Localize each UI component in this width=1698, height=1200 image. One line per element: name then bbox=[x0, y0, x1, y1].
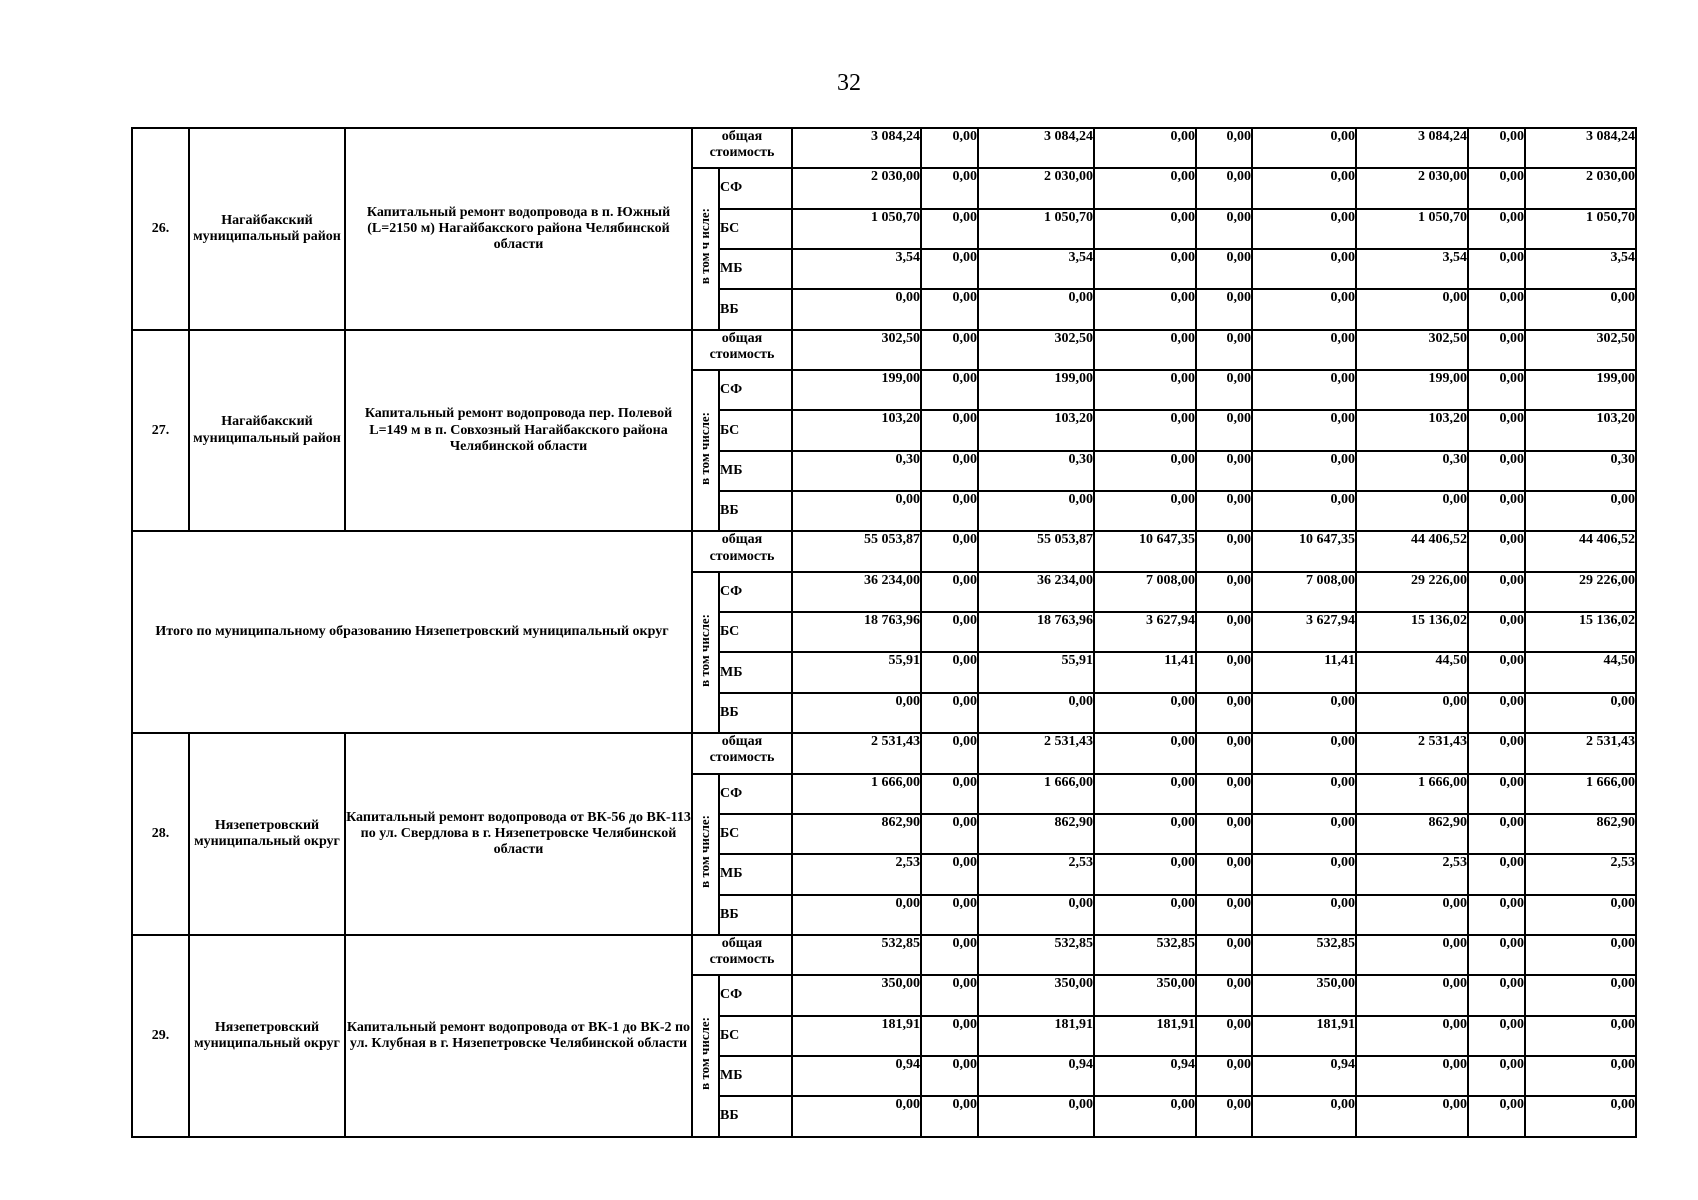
value-cell: 302,50 bbox=[792, 330, 921, 370]
value-cell: 3,54 bbox=[792, 249, 921, 289]
value-cell: 0,30 bbox=[978, 451, 1094, 491]
value-cell: 55 053,87 bbox=[792, 531, 921, 571]
value-cell: 0,00 bbox=[1525, 1056, 1636, 1096]
value-cell: 1 050,70 bbox=[978, 209, 1094, 249]
value-cell: 1 050,70 bbox=[792, 209, 921, 249]
value-cell: 181,91 bbox=[1252, 1016, 1356, 1056]
fund-label: СФ bbox=[719, 370, 792, 410]
fund-label: ВБ bbox=[719, 895, 792, 935]
municipality-cell: Нагайбакский муниципальный район bbox=[189, 128, 345, 330]
value-cell: 0,00 bbox=[1252, 128, 1356, 168]
value-cell: 2 030,00 bbox=[978, 168, 1094, 208]
value-cell: 15 136,02 bbox=[1525, 612, 1636, 652]
value-cell: 2,53 bbox=[792, 854, 921, 894]
total-cost-label: общая стоимость bbox=[692, 330, 792, 370]
in-that-number-label: в том числе: bbox=[697, 613, 713, 687]
fund-label: БС bbox=[719, 612, 792, 652]
value-cell: 0,00 bbox=[1468, 249, 1525, 289]
value-cell: 0,00 bbox=[1196, 854, 1252, 894]
value-cell: 0,00 bbox=[1196, 531, 1252, 571]
value-cell: 2 030,00 bbox=[792, 168, 921, 208]
value-cell: 0,00 bbox=[921, 774, 978, 814]
value-cell: 0,00 bbox=[792, 1096, 921, 1136]
value-cell: 2,53 bbox=[1525, 854, 1636, 894]
value-cell: 0,00 bbox=[1094, 249, 1196, 289]
table-row bbox=[132, 330, 1636, 370]
value-cell: 0,00 bbox=[978, 895, 1094, 935]
value-cell: 10 647,35 bbox=[1252, 531, 1356, 571]
value-cell: 0,00 bbox=[1468, 168, 1525, 208]
value-cell: 0,00 bbox=[921, 410, 978, 450]
value-cell: 18 763,96 bbox=[978, 612, 1094, 652]
value-cell: 0,00 bbox=[1094, 693, 1196, 733]
value-cell: 0,00 bbox=[921, 330, 978, 370]
in-that-number-cell bbox=[692, 572, 719, 733]
row-number: 27. bbox=[132, 330, 189, 532]
value-cell: 0,00 bbox=[921, 1056, 978, 1096]
value-cell: 181,91 bbox=[792, 1016, 921, 1056]
value-cell: 0,00 bbox=[792, 289, 921, 329]
value-cell: 0,00 bbox=[1094, 733, 1196, 773]
value-cell: 199,00 bbox=[1356, 370, 1468, 410]
value-cell: 862,90 bbox=[1525, 814, 1636, 854]
value-cell: 0,00 bbox=[921, 814, 978, 854]
row-number: 29. bbox=[132, 935, 189, 1137]
value-cell: 7 008,00 bbox=[1252, 572, 1356, 612]
value-cell: 36 234,00 bbox=[792, 572, 921, 612]
value-cell: 0,00 bbox=[1196, 410, 1252, 450]
value-cell: 0,00 bbox=[1094, 451, 1196, 491]
value-cell: 0,00 bbox=[1196, 289, 1252, 329]
value-cell: 0,00 bbox=[1196, 128, 1252, 168]
value-cell: 0,00 bbox=[1525, 935, 1636, 975]
value-cell: 0,00 bbox=[1252, 491, 1356, 531]
value-cell: 0,00 bbox=[1252, 451, 1356, 491]
value-cell: 181,91 bbox=[978, 1016, 1094, 1056]
value-cell: 0,00 bbox=[1356, 975, 1468, 1015]
fund-label: БС bbox=[719, 1016, 792, 1056]
object-cell: Капитальный ремонт водопровода в п. Южный (L=2150 м) Нагайбакского района Челябинской области bbox=[345, 128, 692, 330]
value-cell: 0,00 bbox=[1356, 895, 1468, 935]
value-cell: 0,00 bbox=[921, 451, 978, 491]
value-cell: 0,00 bbox=[1252, 330, 1356, 370]
value-cell: 3 627,94 bbox=[1094, 612, 1196, 652]
value-cell: 15 136,02 bbox=[1356, 612, 1468, 652]
value-cell: 0,00 bbox=[1196, 572, 1252, 612]
value-cell: 0,00 bbox=[1468, 410, 1525, 450]
value-cell: 0,94 bbox=[978, 1056, 1094, 1096]
value-cell: 0,00 bbox=[1196, 1016, 1252, 1056]
value-cell: 0,00 bbox=[1468, 693, 1525, 733]
value-cell: 0,00 bbox=[921, 895, 978, 935]
value-cell: 0,00 bbox=[1252, 209, 1356, 249]
fund-label: СФ bbox=[719, 168, 792, 208]
object-cell: Капитальный ремонт водопровода пер. Полевой L=149 м в п. Совхозный Нагайбакского района Челябинской области bbox=[345, 330, 692, 532]
value-cell: 0,00 bbox=[1196, 209, 1252, 249]
value-cell: 0,00 bbox=[978, 1096, 1094, 1136]
fund-label: БС bbox=[719, 814, 792, 854]
value-cell: 0,00 bbox=[1468, 451, 1525, 491]
total-label-cell: Итого по муниципальному образованию Нязепетровский муниципальный округ bbox=[132, 531, 692, 733]
value-cell: 0,00 bbox=[921, 733, 978, 773]
value-cell: 0,00 bbox=[1094, 168, 1196, 208]
value-cell: 0,00 bbox=[921, 289, 978, 329]
value-cell: 0,00 bbox=[921, 531, 978, 571]
value-cell: 2,53 bbox=[978, 854, 1094, 894]
page-number: 32 bbox=[837, 70, 861, 96]
value-cell: 199,00 bbox=[792, 370, 921, 410]
value-cell: 44 406,52 bbox=[1525, 531, 1636, 571]
value-cell: 0,00 bbox=[1094, 370, 1196, 410]
value-cell: 0,00 bbox=[1252, 693, 1356, 733]
table-row bbox=[132, 935, 1636, 975]
value-cell: 0,00 bbox=[1094, 330, 1196, 370]
value-cell: 0,00 bbox=[1196, 895, 1252, 935]
municipality-cell: Нязепетровский муниципальный округ bbox=[189, 733, 345, 935]
value-cell: 862,90 bbox=[978, 814, 1094, 854]
total-cost-label: общая стоимость bbox=[692, 531, 792, 571]
value-cell: 1 050,70 bbox=[1356, 209, 1468, 249]
value-cell: 0,00 bbox=[1468, 330, 1525, 370]
value-cell: 0,00 bbox=[1468, 1096, 1525, 1136]
value-cell: 3,54 bbox=[1356, 249, 1468, 289]
value-cell: 3 084,24 bbox=[1525, 128, 1636, 168]
value-cell: 532,85 bbox=[1094, 935, 1196, 975]
value-cell: 103,20 bbox=[1525, 410, 1636, 450]
value-cell: 0,00 bbox=[1252, 249, 1356, 289]
fund-label: БС bbox=[719, 410, 792, 450]
value-cell: 0,00 bbox=[921, 975, 978, 1015]
budget-table bbox=[131, 127, 1637, 1138]
table-row bbox=[132, 531, 1636, 571]
value-cell: 0,00 bbox=[1196, 1056, 1252, 1096]
value-cell: 532,85 bbox=[1252, 935, 1356, 975]
value-cell: 0,00 bbox=[1196, 733, 1252, 773]
fund-label: МБ bbox=[719, 249, 792, 289]
value-cell: 0,00 bbox=[1252, 410, 1356, 450]
value-cell: 0,00 bbox=[1196, 330, 1252, 370]
value-cell: 0,00 bbox=[1252, 1096, 1356, 1136]
value-cell: 0,00 bbox=[1252, 774, 1356, 814]
total-cost-label: общая стоимость bbox=[692, 733, 792, 773]
value-cell: 3 627,94 bbox=[1252, 612, 1356, 652]
value-cell: 0,00 bbox=[1468, 370, 1525, 410]
total-cost-label: общая стоимость bbox=[692, 128, 792, 168]
value-cell: 0,00 bbox=[1356, 1056, 1468, 1096]
value-cell: 0,00 bbox=[1356, 935, 1468, 975]
value-cell: 0,00 bbox=[1356, 491, 1468, 531]
value-cell: 0,00 bbox=[1196, 370, 1252, 410]
value-cell: 350,00 bbox=[1094, 975, 1196, 1015]
in-that-number-label: в том числе: bbox=[697, 1016, 713, 1090]
value-cell: 0,00 bbox=[1196, 1096, 1252, 1136]
value-cell: 3 084,24 bbox=[1356, 128, 1468, 168]
row-number: 28. bbox=[132, 733, 189, 935]
value-cell: 0,00 bbox=[921, 168, 978, 208]
value-cell: 0,00 bbox=[1196, 975, 1252, 1015]
value-cell: 0,30 bbox=[792, 451, 921, 491]
value-cell: 7 008,00 bbox=[1094, 572, 1196, 612]
value-cell: 0,00 bbox=[1196, 491, 1252, 531]
fund-label: МБ bbox=[719, 1056, 792, 1096]
value-cell: 0,00 bbox=[1196, 774, 1252, 814]
value-cell: 0,00 bbox=[1196, 814, 1252, 854]
fund-label: ВБ bbox=[719, 693, 792, 733]
value-cell: 0,00 bbox=[1196, 693, 1252, 733]
value-cell: 0,00 bbox=[1468, 854, 1525, 894]
value-cell: 2 030,00 bbox=[1356, 168, 1468, 208]
value-cell: 44,50 bbox=[1525, 652, 1636, 692]
value-cell: 0,00 bbox=[978, 491, 1094, 531]
value-cell: 29 226,00 bbox=[1525, 572, 1636, 612]
value-cell: 0,00 bbox=[921, 1096, 978, 1136]
value-cell: 2 531,43 bbox=[792, 733, 921, 773]
value-cell: 0,00 bbox=[1094, 491, 1196, 531]
value-cell: 3 084,24 bbox=[978, 128, 1094, 168]
value-cell: 29 226,00 bbox=[1356, 572, 1468, 612]
value-cell: 44,50 bbox=[1356, 652, 1468, 692]
value-cell: 0,00 bbox=[1094, 128, 1196, 168]
value-cell: 0,00 bbox=[921, 854, 978, 894]
value-cell: 0,00 bbox=[1196, 451, 1252, 491]
value-cell: 0,00 bbox=[1094, 410, 1196, 450]
value-cell: 2 531,43 bbox=[978, 733, 1094, 773]
fund-label: СФ bbox=[719, 774, 792, 814]
fund-label: ВБ bbox=[719, 1096, 792, 1136]
value-cell: 0,00 bbox=[921, 652, 978, 692]
value-cell: 0,00 bbox=[1525, 1016, 1636, 1056]
value-cell: 0,00 bbox=[1468, 975, 1525, 1015]
value-cell: 18 763,96 bbox=[792, 612, 921, 652]
value-cell: 0,00 bbox=[1468, 895, 1525, 935]
value-cell: 0,00 bbox=[1196, 935, 1252, 975]
value-cell: 11,41 bbox=[1252, 652, 1356, 692]
value-cell: 103,20 bbox=[792, 410, 921, 450]
value-cell: 0,00 bbox=[1094, 289, 1196, 329]
in-that-number-cell bbox=[692, 370, 719, 531]
value-cell: 0,94 bbox=[1252, 1056, 1356, 1096]
object-cell: Капитальный ремонт водопровода от ВК-56 до ВК-113 по ул. Свердлова в г. Нязепетровске Челябинской области bbox=[345, 733, 692, 935]
value-cell: 862,90 bbox=[1356, 814, 1468, 854]
value-cell: 0,00 bbox=[1468, 572, 1525, 612]
value-cell: 0,00 bbox=[1525, 895, 1636, 935]
value-cell: 0,00 bbox=[1094, 1096, 1196, 1136]
value-cell: 0,00 bbox=[921, 1016, 978, 1056]
value-cell: 3,54 bbox=[978, 249, 1094, 289]
fund-label: МБ bbox=[719, 652, 792, 692]
municipality-cell: Нагайбакский муниципальный район bbox=[189, 330, 345, 532]
value-cell: 0,00 bbox=[1468, 774, 1525, 814]
value-cell: 0,00 bbox=[1356, 693, 1468, 733]
fund-label: СФ bbox=[719, 975, 792, 1015]
value-cell: 10 647,35 bbox=[1094, 531, 1196, 571]
value-cell: 0,00 bbox=[921, 128, 978, 168]
value-cell: 0,00 bbox=[1196, 168, 1252, 208]
value-cell: 0,00 bbox=[1468, 1056, 1525, 1096]
value-cell: 0,30 bbox=[1525, 451, 1636, 491]
value-cell: 2,53 bbox=[1356, 854, 1468, 894]
value-cell: 0,00 bbox=[1468, 733, 1525, 773]
value-cell: 3,54 bbox=[1525, 249, 1636, 289]
fund-label: ВБ bbox=[719, 491, 792, 531]
value-cell: 0,00 bbox=[1196, 249, 1252, 289]
value-cell: 0,00 bbox=[921, 209, 978, 249]
table-row bbox=[132, 128, 1636, 168]
value-cell: 0,00 bbox=[1468, 289, 1525, 329]
value-cell: 0,00 bbox=[921, 572, 978, 612]
value-cell: 0,00 bbox=[1525, 491, 1636, 531]
value-cell: 1 666,00 bbox=[1356, 774, 1468, 814]
in-that-number-label: в том числе: bbox=[697, 411, 713, 485]
value-cell: 0,00 bbox=[1356, 1096, 1468, 1136]
value-cell: 0,00 bbox=[1252, 289, 1356, 329]
value-cell: 3 084,24 bbox=[792, 128, 921, 168]
fund-label: БС bbox=[719, 209, 792, 249]
in-that-number-cell bbox=[692, 168, 719, 329]
value-cell: 350,00 bbox=[978, 975, 1094, 1015]
in-that-number-label: в том числе: bbox=[697, 815, 713, 889]
value-cell: 0,00 bbox=[1252, 814, 1356, 854]
value-cell: 0,00 bbox=[921, 612, 978, 652]
value-cell: 0,00 bbox=[1468, 491, 1525, 531]
value-cell: 0,00 bbox=[1252, 168, 1356, 208]
value-cell: 55,91 bbox=[792, 652, 921, 692]
fund-label: СФ bbox=[719, 572, 792, 612]
value-cell: 103,20 bbox=[1356, 410, 1468, 450]
value-cell: 0,00 bbox=[1252, 733, 1356, 773]
value-cell: 199,00 bbox=[1525, 370, 1636, 410]
value-cell: 0,00 bbox=[1356, 1016, 1468, 1056]
table-body bbox=[132, 128, 1636, 1137]
value-cell: 0,94 bbox=[1094, 1056, 1196, 1096]
value-cell: 0,00 bbox=[921, 249, 978, 289]
value-cell: 0,00 bbox=[978, 693, 1094, 733]
value-cell: 0,00 bbox=[1525, 1096, 1636, 1136]
value-cell: 199,00 bbox=[978, 370, 1094, 410]
value-cell: 0,00 bbox=[921, 370, 978, 410]
object-cell: Капитальный ремонт водопровода от ВК-1 до ВК-2 по ул. Клубная в г. Нязепетровске Челябинской области bbox=[345, 935, 692, 1137]
value-cell: 44 406,52 bbox=[1356, 531, 1468, 571]
value-cell: 0,00 bbox=[1468, 814, 1525, 854]
value-cell: 1 050,70 bbox=[1525, 209, 1636, 249]
value-cell: 0,00 bbox=[1468, 209, 1525, 249]
value-cell: 0,00 bbox=[1468, 935, 1525, 975]
municipality-cell: Нязепетровский муниципальный округ bbox=[189, 935, 345, 1137]
value-cell: 350,00 bbox=[1252, 975, 1356, 1015]
value-cell: 181,91 bbox=[1094, 1016, 1196, 1056]
value-cell: 0,00 bbox=[1252, 854, 1356, 894]
value-cell: 1 666,00 bbox=[978, 774, 1094, 814]
value-cell: 302,50 bbox=[978, 330, 1094, 370]
value-cell: 0,00 bbox=[792, 693, 921, 733]
fund-label: ВБ bbox=[719, 289, 792, 329]
fund-label: МБ bbox=[719, 854, 792, 894]
value-cell: 0,00 bbox=[1468, 652, 1525, 692]
value-cell: 1 666,00 bbox=[1525, 774, 1636, 814]
value-cell: 302,50 bbox=[1525, 330, 1636, 370]
value-cell: 0,94 bbox=[792, 1056, 921, 1096]
table-row bbox=[132, 733, 1636, 773]
value-cell: 2 531,43 bbox=[1356, 733, 1468, 773]
value-cell: 0,00 bbox=[921, 491, 978, 531]
value-cell: 0,30 bbox=[1356, 451, 1468, 491]
value-cell: 350,00 bbox=[792, 975, 921, 1015]
fund-label: МБ bbox=[719, 451, 792, 491]
value-cell: 0,00 bbox=[1094, 209, 1196, 249]
value-cell: 0,00 bbox=[1356, 289, 1468, 329]
value-cell: 0,00 bbox=[1525, 693, 1636, 733]
value-cell: 55 053,87 bbox=[978, 531, 1094, 571]
value-cell: 55,91 bbox=[978, 652, 1094, 692]
value-cell: 0,00 bbox=[1468, 1016, 1525, 1056]
value-cell: 0,00 bbox=[1094, 895, 1196, 935]
value-cell: 36 234,00 bbox=[978, 572, 1094, 612]
value-cell: 532,85 bbox=[978, 935, 1094, 975]
value-cell: 103,20 bbox=[978, 410, 1094, 450]
value-cell: 0,00 bbox=[921, 935, 978, 975]
value-cell: 0,00 bbox=[792, 491, 921, 531]
value-cell: 532,85 bbox=[792, 935, 921, 975]
value-cell: 0,00 bbox=[1252, 895, 1356, 935]
value-cell: 0,00 bbox=[792, 895, 921, 935]
value-cell: 0,00 bbox=[1468, 612, 1525, 652]
value-cell: 0,00 bbox=[1094, 814, 1196, 854]
value-cell: 1 666,00 bbox=[792, 774, 921, 814]
in-that-number-label: в том ч исле: bbox=[697, 208, 713, 285]
value-cell: 2 030,00 bbox=[1525, 168, 1636, 208]
value-cell: 0,00 bbox=[921, 693, 978, 733]
value-cell: 2 531,43 bbox=[1525, 733, 1636, 773]
value-cell: 0,00 bbox=[1196, 652, 1252, 692]
value-cell: 11,41 bbox=[1094, 652, 1196, 692]
value-cell: 0,00 bbox=[1468, 128, 1525, 168]
value-cell: 0,00 bbox=[1094, 854, 1196, 894]
value-cell: 0,00 bbox=[1252, 370, 1356, 410]
total-cost-label: общая стоимость bbox=[692, 935, 792, 975]
in-that-number-cell bbox=[692, 975, 719, 1136]
value-cell: 0,00 bbox=[1525, 975, 1636, 1015]
value-cell: 0,00 bbox=[1525, 289, 1636, 329]
in-that-number-cell bbox=[692, 774, 719, 935]
row-number: 26. bbox=[132, 128, 189, 330]
value-cell: 0,00 bbox=[1468, 531, 1525, 571]
value-cell: 0,00 bbox=[1094, 774, 1196, 814]
value-cell: 302,50 bbox=[1356, 330, 1468, 370]
value-cell: 0,00 bbox=[978, 289, 1094, 329]
value-cell: 0,00 bbox=[1196, 612, 1252, 652]
value-cell: 862,90 bbox=[792, 814, 921, 854]
